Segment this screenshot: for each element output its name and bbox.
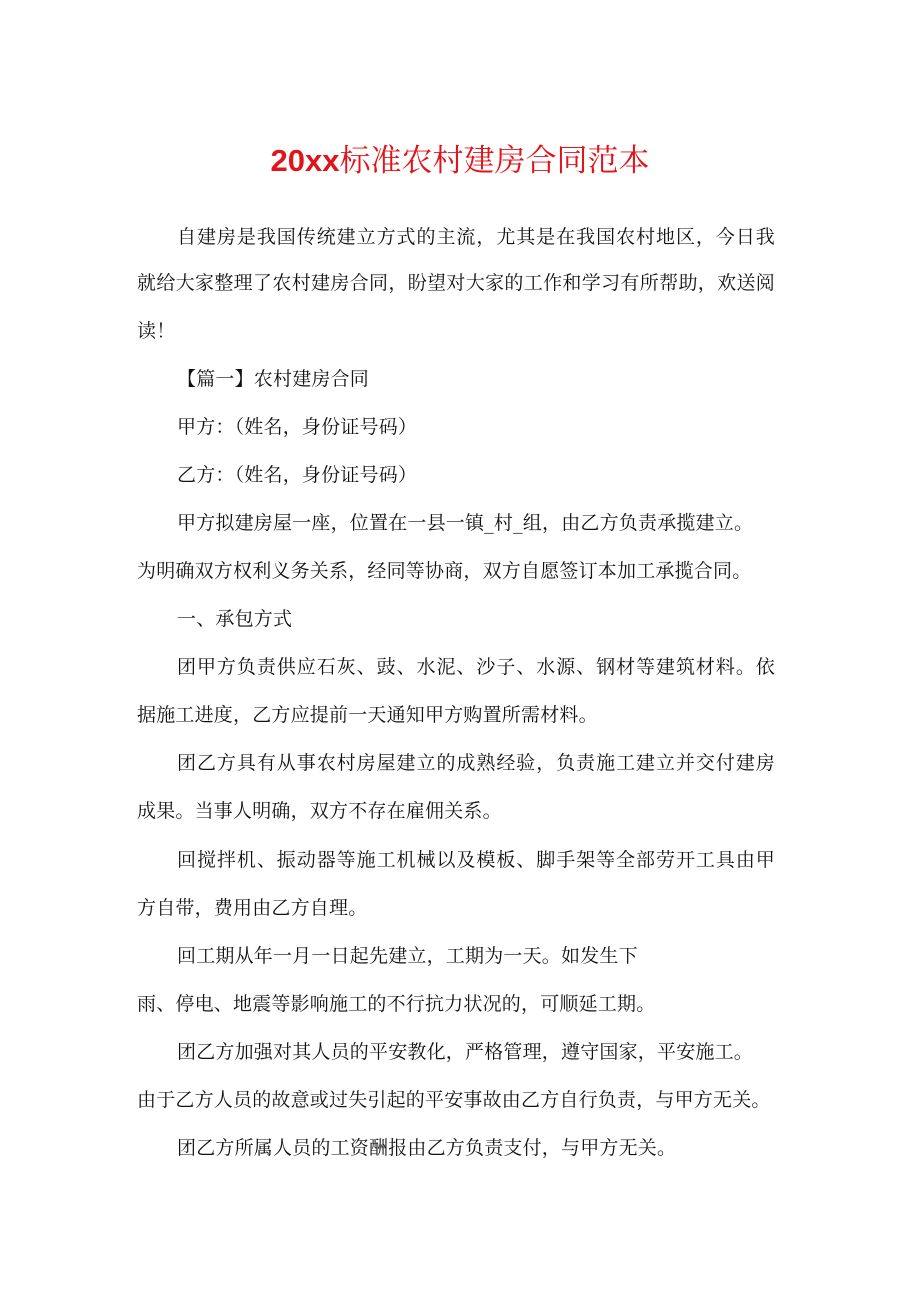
paragraph-line: 为明确双方权利义务关系，经同等协商，双方自愿签订本加工承揽合同。	[137, 560, 752, 582]
paragraph-line: 团乙方加强对其人员的平安教化，严格管理，遵守国家，平安施工。	[177, 1041, 754, 1063]
title-year: 20xx	[270, 143, 340, 178]
paragraph-line: 团甲方负责供应石灰、豉、水泥、沙子、水源、钢材等建筑材料。依	[177, 656, 775, 678]
paragraph-line: 自建房是我国传统建立方式的主流，尤其是在我国农村地区，今日我	[177, 226, 775, 248]
paragraph-line: 回工期从年一月一日起先建立，工期为一天。如发生下	[177, 945, 638, 967]
document-title	[0, 138, 920, 184]
section-heading: 【篇一】农村建房合同	[177, 368, 370, 390]
paragraph-line: 甲方拟建房屋一座，位置在一县一镇_村_组，由乙方负责承揽建立。	[177, 512, 754, 534]
paragraph-line: 就给大家整理了农村建房合同，盼望对大家的工作和学习有所帮助，欢送阅	[137, 272, 775, 294]
title-text: 标准农村建房合同范本	[339, 143, 650, 179]
paragraph-line: 团乙方具有从事农村房屋建立的成熟经验，负责施工建立并交付建房	[177, 752, 775, 774]
paragraph-line: 由于乙方人员的故意或过失引起的平安事故由乙方自行负责，与甲方无关。	[137, 1089, 771, 1111]
clause-heading: 一、承包方式	[177, 608, 293, 630]
paragraph-line: 读！	[137, 320, 176, 342]
paragraph-line: 团乙方所属人员的工资酬报由乙方负责支付，与甲方无关。	[177, 1137, 677, 1159]
paragraph-line: 方自带，费用由乙方自理。	[137, 897, 368, 919]
paragraph-line: 回搅拌机、振动器等施工机械以及模板、脚手架等全部劳开工具由甲	[177, 849, 775, 871]
party-b-line: 乙方：（姓名，身份证号码）	[177, 464, 418, 486]
party-a-line: 甲方：（姓名，身份证号码）	[177, 416, 418, 438]
paragraph-line: 成果。当事人明确，双方不存在雇佣关系。	[137, 800, 502, 822]
paragraph-line: 据施工进度，乙方应提前一天通知甲方购置所需材料。	[137, 704, 598, 726]
paragraph-line: 雨、停电、地震等影响施工的不行抗力状况的，可顺延工期。	[137, 993, 656, 1015]
